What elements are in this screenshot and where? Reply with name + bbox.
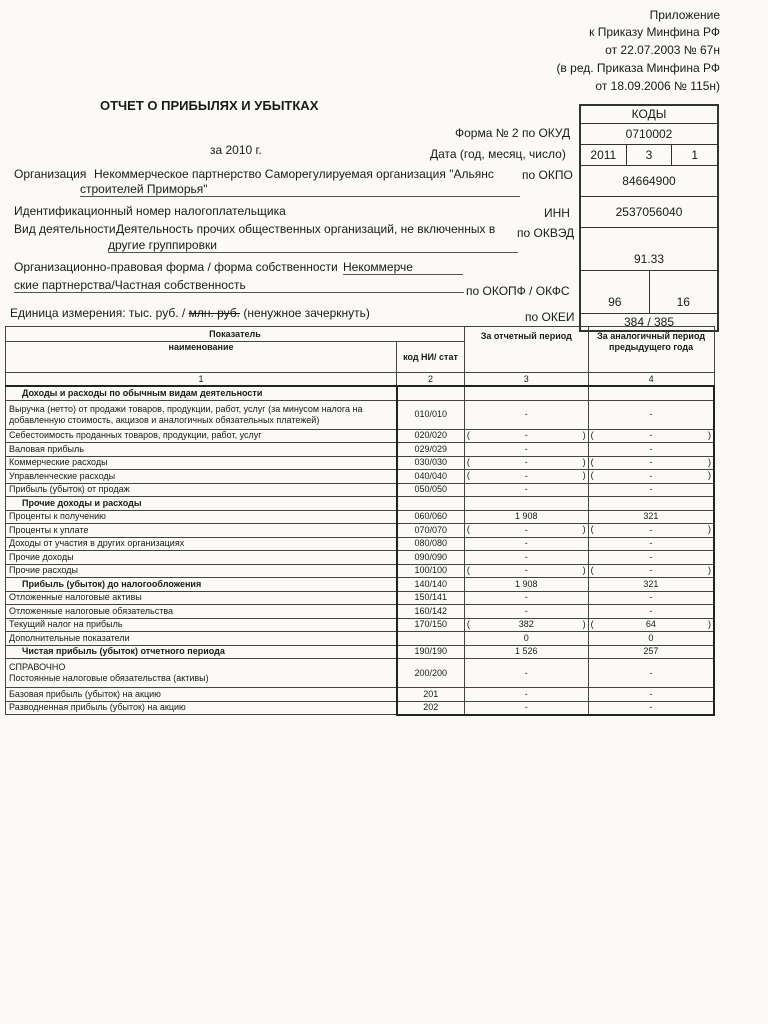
- row-code: 090/090: [397, 551, 465, 565]
- unit-label: Единица измерения: тыс. руб. /: [10, 306, 186, 320]
- previous-period-cell-value: -: [649, 702, 653, 712]
- current-period-cell-value: -: [524, 443, 528, 454]
- current-period-cell: [464, 400, 588, 429]
- previous-period-cell: [588, 605, 714, 619]
- unit-line: [10, 306, 370, 320]
- previous-period-cell-value: -: [649, 605, 653, 616]
- table-row: [6, 618, 715, 632]
- table-row: [6, 605, 715, 619]
- row-code: 070/070: [397, 524, 465, 538]
- current-period-cell-value: -: [524, 484, 528, 495]
- paren-close: ): [708, 564, 711, 575]
- appendix-line-5: от 18.09.2006 № 115н): [595, 79, 720, 93]
- previous-period-cell: [588, 645, 714, 659]
- table-row: [6, 497, 715, 511]
- table-row: [6, 537, 715, 551]
- row-name: Прочие доходы: [6, 551, 397, 565]
- col-num-2: 2: [397, 373, 465, 387]
- row-name: СПРАВОЧНО Постоянные налоговые обязательства (активы): [6, 659, 397, 688]
- appendix-line-3: от 22.07.2003 № 67н: [605, 43, 720, 57]
- row-code: 150/141: [397, 591, 465, 605]
- previous-period-cell-value: -: [649, 409, 653, 419]
- inn-label: ИНН: [544, 206, 570, 220]
- row-name: Выручка (нетто) от продажи товаров, продукции, работ, услуг (за минусом налога на добавленную стоимость, акцизов и аналогичных обязательных платежей): [6, 400, 397, 429]
- previous-period-cell: [588, 578, 714, 592]
- okved-label: по ОКВЭД: [517, 226, 575, 240]
- table-row: [6, 510, 715, 524]
- row-code: 029/029: [397, 443, 465, 457]
- paren-close: ): [708, 456, 711, 467]
- previous-period-cell: [588, 659, 714, 688]
- table-row: [6, 386, 715, 400]
- row-name: Валовая прибыль: [6, 443, 397, 457]
- previous-period-cell: [588, 564, 714, 578]
- current-period-cell-value: 382: [518, 619, 534, 630]
- paren-open: (: [466, 524, 470, 534]
- row-code: 010/010: [397, 400, 465, 429]
- date-year: 2011: [590, 148, 617, 162]
- previous-period-cell-value: -: [649, 551, 653, 562]
- row-code: 190/190: [397, 645, 465, 659]
- paren-close: ): [708, 470, 711, 480]
- date-day: 1: [671, 145, 717, 165]
- okved-code: 91.33: [633, 252, 665, 266]
- okud-code: 0710002: [625, 127, 673, 141]
- report-title: ОТЧЕТ О ПРИБЫЛЯХ И УБЫТКАХ: [100, 98, 319, 113]
- previous-period-cell: [588, 524, 714, 538]
- current-period-cell-value: 1 526: [515, 646, 538, 657]
- row-name: Коммерческие расходы: [6, 456, 397, 470]
- current-period-cell: [464, 645, 588, 659]
- current-period-cell: [464, 688, 588, 702]
- table-row: [6, 564, 715, 578]
- codes-header: КОДЫ: [581, 106, 717, 124]
- current-period-cell: [464, 591, 588, 605]
- row-code: 201: [397, 688, 465, 702]
- appendix-line-2: к Приказу Минфина РФ: [589, 25, 720, 39]
- unit-note: (ненужное зачеркнуть): [243, 306, 370, 320]
- paren-open: (: [590, 429, 594, 440]
- appendix-line-1: Приложение: [649, 8, 720, 22]
- row-code: [397, 386, 465, 400]
- current-period-cell: [464, 578, 588, 592]
- paren-close: ): [582, 618, 586, 629]
- row-name: Доходы и расходы по обычным видам деятельности: [6, 386, 397, 400]
- row-name: Прибыль (убыток) до налогообложения: [6, 578, 397, 592]
- previous-period-cell-value: -: [649, 688, 653, 699]
- current-period-cell: [464, 632, 588, 646]
- previous-period-cell-value: -: [649, 565, 653, 576]
- previous-period-cell-value: -: [649, 524, 653, 535]
- previous-period-cell: [588, 632, 714, 646]
- current-period-cell: [464, 618, 588, 632]
- header-code: код НИ/ стат: [397, 342, 465, 373]
- paren-open: (: [590, 618, 594, 629]
- row-code: 170/150: [397, 618, 465, 632]
- previous-period-cell: [588, 456, 714, 470]
- current-period-cell-value: -: [524, 565, 528, 576]
- row-code: 202: [397, 701, 465, 715]
- header-current-period: За отчетный период: [464, 327, 588, 373]
- row-name: Дополнительные показатели: [6, 632, 397, 646]
- row-code: 140/140: [397, 578, 465, 592]
- current-period-cell: [464, 456, 588, 470]
- codes-box: [579, 104, 719, 332]
- previous-period-cell: [588, 701, 714, 715]
- col-num-4: 4: [588, 373, 714, 387]
- row-name: Управленческие расходы: [6, 470, 397, 484]
- previous-period-cell: [588, 618, 714, 632]
- current-period-cell-value: -: [524, 470, 528, 481]
- row-name: Текущий налог на прибыль: [6, 618, 397, 632]
- table-row: [6, 400, 715, 429]
- current-period-cell: [464, 497, 588, 511]
- row-code: [397, 632, 465, 646]
- paren-open: (: [590, 564, 594, 575]
- paren-open: (: [466, 456, 470, 467]
- current-period-cell-value: 1 908: [515, 511, 538, 522]
- current-period-cell-value: -: [524, 457, 528, 468]
- col-num-3: 3: [464, 373, 588, 387]
- okpo-label: по ОКПО: [522, 168, 573, 182]
- table-row: [6, 524, 715, 538]
- activity-label: Вид деятельности: [14, 222, 116, 236]
- okei-label: по ОКЕИ: [525, 310, 575, 324]
- current-period-cell-value: -: [524, 667, 528, 678]
- row-name: Проценты к уплате: [6, 524, 397, 538]
- current-period-cell: [464, 510, 588, 524]
- row-code: 160/142: [397, 605, 465, 619]
- previous-period-cell-value: -: [649, 430, 653, 441]
- table-row: [6, 483, 715, 497]
- current-period-cell: [464, 386, 588, 400]
- col-num-1: 1: [6, 373, 397, 387]
- table-row: [6, 578, 715, 592]
- current-period-cell-value: -: [524, 524, 528, 535]
- current-period-cell: [464, 524, 588, 538]
- legal-form-label: Организационно-правовая форма / форма собственности: [14, 260, 338, 274]
- inn-code: 2537056040: [615, 205, 683, 219]
- profit-loss-table: [5, 326, 715, 716]
- row-name: Проценты к получению: [6, 510, 397, 524]
- row-code: 100/100: [397, 564, 465, 578]
- okopf-code: 96: [608, 295, 622, 309]
- row-name: Себестоимость проданных товаров, продукции, работ, услуг: [6, 429, 397, 443]
- okopf-label: по ОКОПФ / ОКФС: [466, 284, 570, 298]
- previous-period-cell-value: -: [649, 538, 653, 549]
- row-code: 040/040: [397, 470, 465, 484]
- current-period-cell-value: 0: [523, 632, 529, 643]
- previous-period-cell: [588, 591, 714, 605]
- paren-close: ): [582, 470, 586, 480]
- header-indicator: Показатель: [6, 327, 465, 342]
- table-row: [6, 701, 715, 715]
- previous-period-cell-value: 257: [643, 646, 659, 657]
- org-name-line-2: строителей Приморья": [80, 182, 520, 197]
- paren-open: (: [466, 470, 470, 480]
- row-name: Разводненная прибыль (убыток) на акцию: [6, 701, 397, 715]
- okfs-code: 16: [649, 271, 718, 313]
- paren-open: (: [590, 456, 594, 467]
- previous-period-cell: [588, 510, 714, 524]
- paren-close: ): [582, 524, 586, 534]
- org-name-line-1: Некоммерческое партнерство Саморегулируемая организация "Альянс: [94, 167, 494, 181]
- previous-period-cell: [588, 470, 714, 484]
- row-name: Базовая прибыль (убыток) на акцию: [6, 688, 397, 702]
- current-period-cell-value: -: [524, 430, 528, 441]
- table-row: [6, 470, 715, 484]
- paren-open: (: [466, 618, 470, 629]
- row-name: Прибыль (убыток) от продаж: [6, 483, 397, 497]
- okpo-code: 84664900: [622, 174, 676, 188]
- current-period-cell: [464, 470, 588, 484]
- current-period-cell-value: -: [524, 409, 528, 419]
- table-row: [6, 456, 715, 470]
- current-period-cell: [464, 701, 588, 715]
- paren-open: (: [590, 524, 594, 534]
- paren-close: ): [582, 456, 586, 467]
- paren-close: ): [708, 618, 711, 629]
- inn-label-long: Идентификационный номер налогоплательщика: [14, 204, 286, 218]
- current-period-cell-value: -: [524, 702, 528, 712]
- previous-period-cell-value: -: [649, 667, 653, 678]
- current-period-cell: [464, 429, 588, 443]
- row-name: Прочие доходы и расходы: [6, 497, 397, 511]
- row-code: 080/080: [397, 537, 465, 551]
- paren-open: (: [590, 470, 594, 480]
- previous-period-cell: [588, 400, 714, 429]
- previous-period-cell: [588, 551, 714, 565]
- current-period-cell-value: -: [524, 592, 528, 603]
- appendix-line-4: (в ред. Приказа Минфина РФ: [556, 61, 720, 75]
- header-name: наименование: [6, 342, 397, 373]
- current-period-cell: [464, 659, 588, 688]
- paren-close: ): [708, 429, 711, 440]
- previous-period-cell-value: -: [649, 484, 653, 495]
- previous-period-cell-value: 321: [643, 511, 659, 522]
- previous-period-cell: [588, 688, 714, 702]
- previous-period-cell: [588, 429, 714, 443]
- row-name: Отложенные налоговые обязательства: [6, 605, 397, 619]
- row-code: 030/030: [397, 456, 465, 470]
- row-name: Чистая прибыль (убыток) отчетного периода: [6, 645, 397, 659]
- row-code: [397, 497, 465, 511]
- row-name: Отложенные налоговые активы: [6, 591, 397, 605]
- table-row: [6, 688, 715, 702]
- current-period-cell-value: -: [524, 538, 528, 549]
- previous-period-cell: [588, 443, 714, 457]
- table-row: [6, 551, 715, 565]
- table-row: [6, 659, 715, 688]
- paren-close: ): [582, 429, 586, 440]
- current-period-cell: [464, 443, 588, 457]
- header-previous-period: За аналогичный период предыдущего года: [588, 327, 714, 373]
- current-period-cell-value: -: [524, 605, 528, 616]
- current-period-cell-value: 1 908: [515, 578, 538, 589]
- previous-period-cell-value: -: [649, 592, 653, 603]
- paren-close: ): [708, 524, 711, 534]
- date-label: Дата (год, месяц, число): [430, 147, 566, 161]
- activity-line-1: Деятельность прочих общественных организаций, не включенных в: [116, 222, 496, 236]
- row-code: 200/200: [397, 659, 465, 688]
- previous-period-cell-value: 321: [643, 578, 659, 589]
- table-row: [6, 645, 715, 659]
- paren-close: ): [582, 564, 586, 575]
- previous-period-cell: [588, 386, 714, 400]
- current-period-cell: [464, 483, 588, 497]
- period-label: за 2010 г.: [210, 143, 262, 157]
- current-period-cell-value: -: [524, 551, 528, 562]
- previous-period-cell: [588, 497, 714, 511]
- row-name: Доходы от участия в других организациях: [6, 537, 397, 551]
- legal-form-line-2: ские партнерства/Частная собственность: [14, 278, 464, 293]
- table-row: [6, 443, 715, 457]
- previous-period-cell-value: 64: [645, 619, 656, 630]
- table-row: [6, 429, 715, 443]
- date-month: 3: [626, 145, 672, 165]
- previous-period-cell-value: -: [649, 457, 653, 468]
- org-label: Организация: [14, 167, 87, 181]
- current-period-cell: [464, 551, 588, 565]
- paren-open: (: [466, 429, 470, 440]
- okei-code: 384 / 385: [623, 315, 675, 329]
- previous-period-cell-value: -: [649, 470, 653, 481]
- previous-period-cell: [588, 537, 714, 551]
- previous-period-cell: [588, 483, 714, 497]
- table-row: [6, 591, 715, 605]
- row-code: 050/050: [397, 483, 465, 497]
- row-code: 060/060: [397, 510, 465, 524]
- row-name: Прочие расходы: [6, 564, 397, 578]
- unit-strike: млн. руб.: [188, 306, 241, 320]
- paren-open: (: [466, 564, 470, 575]
- legal-form-line-1: Некоммерче: [343, 260, 463, 275]
- table-row: [6, 632, 715, 646]
- previous-period-cell-value: -: [649, 443, 653, 454]
- activity-line-2: другие группировки: [108, 238, 518, 253]
- current-period-cell-value: -: [524, 688, 528, 699]
- previous-period-cell-value: 0: [648, 632, 654, 643]
- current-period-cell: [464, 605, 588, 619]
- okud-label: Форма № 2 по ОКУД: [455, 126, 571, 140]
- current-period-cell: [464, 564, 588, 578]
- current-period-cell: [464, 537, 588, 551]
- row-code: 020/020: [397, 429, 465, 443]
